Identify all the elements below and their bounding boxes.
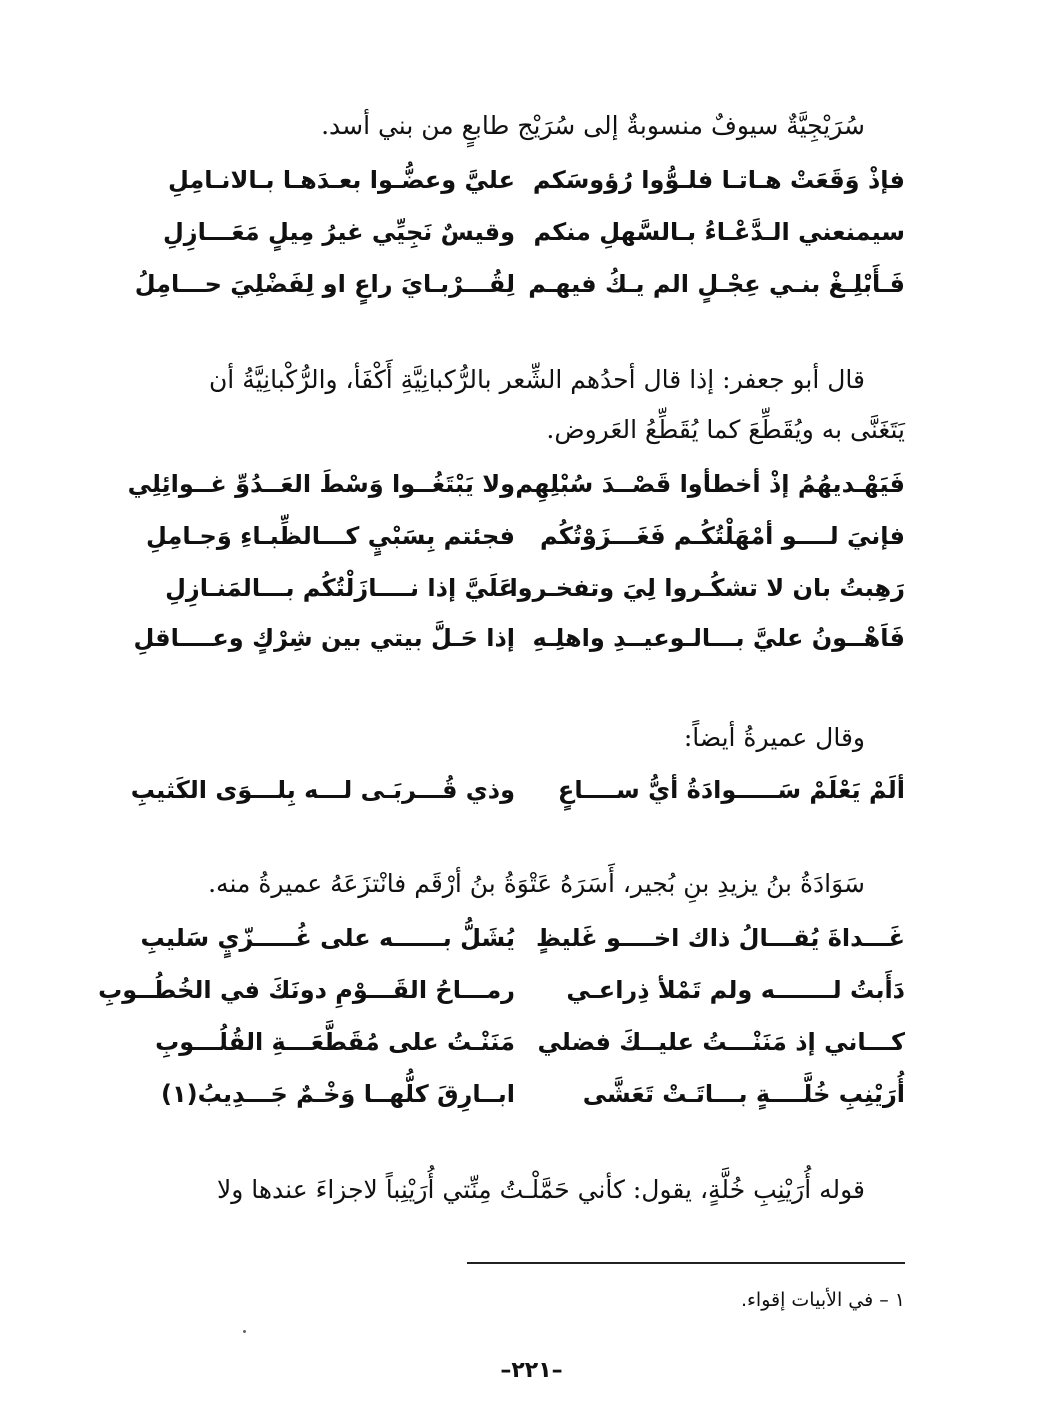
- verse-first-hemistich: أُرَيْنِبِ خُلَّــــةٍ بـــاتَـتْ تَعَشَّى: [582, 1080, 905, 1108]
- verse-line: [140, 916, 905, 960]
- verse-line: [155, 158, 905, 202]
- prose-line: وقال عميرةُ أيضاً:: [683, 723, 865, 752]
- verse-line: [155, 566, 905, 610]
- verse-line: [155, 1020, 905, 1064]
- verse-line: [134, 262, 905, 306]
- verse-second-hemistich: يُشَلُّ بــــــه على غُـــــزّيٍ سَليبِ: [140, 924, 515, 952]
- footnote: ١ – في الأبيات إقواء.: [740, 1289, 905, 1311]
- verse-first-hemistich: دَأَبتُ لـــــــه ولم تَمْلأ ذِراعـي: [566, 976, 905, 1004]
- verse-first-hemistich: فَـأَبْلِـغْ بنـي عِجْـلٍ الم يـكُ فيهـم: [528, 270, 905, 298]
- footnote-divider: [467, 1262, 905, 1264]
- verse-line: [155, 210, 905, 254]
- verse-second-hemistich: وقيسٌ نَجِيِّي غيرُ مِيلٍ مَعَـــازِلِ: [162, 218, 515, 246]
- verse-first-hemistich: كـــاني إذ مَنَنْـــتُ عليــكَ فضلي: [537, 1028, 905, 1056]
- verse-line: [127, 462, 905, 506]
- prose-line: سَوَادَةُ بنُ يزيدِ بنِ بُجير، أَسَرَهُ عَتْوَةُ بنُ أرْقَم فانْتزَعَهُ عميرةُ منه.: [208, 869, 865, 898]
- verse-line: [133, 616, 905, 660]
- verse-second-hemistich: ولا يَبْتَغُــوا وَسْطَ العَــدُوِّ غــوائِلِي: [127, 470, 515, 498]
- verse-second-hemistich: فجئتم بِسَبْيٍ كـــالظِّبـاءِ وَجـامِلِ: [146, 522, 515, 550]
- verse-first-hemistich: غَـــداةَ يُقـــالُ ذاك اخــــو غَليظٍ: [535, 924, 905, 952]
- verse-second-hemistich: لِقُـــرْبـايَ راعٍ او لِفَضْلِيَ حـــامِلُ: [134, 270, 515, 298]
- verse-line: [130, 768, 905, 812]
- prose-line: يَتَغَنَّى به ويُقَطِّعَ كما يُقَطِّعُ العَروض.: [546, 415, 905, 444]
- verse-second-hemistich: إذا حَـلَّ بيتي بين شِرْكٍ وعــــاقلِ: [133, 624, 515, 652]
- verse-first-hemistich: فإنيَ لــــو أمْهَلْتُكُـم فَغَـــزَوْتُكُم: [540, 522, 905, 550]
- verse-second-hemistich: رمـــاحُ القَـــوْمِ دونَكَ في الخُطُــوبِ: [98, 976, 515, 1004]
- verse-line: [155, 1072, 905, 1116]
- verse-line: [98, 968, 905, 1012]
- page-number: –٢٢١–: [500, 1358, 563, 1383]
- verse-line: [146, 514, 905, 558]
- verse-first-hemistich: سيمنعني الـدَّعْـاءُ بـالسَّهلِ منكم: [533, 218, 905, 246]
- verse-second-hemistich: ابــارِقَ كلُّهــا وَخْـمٌ جَـــدِيبُ(١): [160, 1080, 515, 1108]
- verse-second-hemistich: مَنَنْـتُ على مُقَطَّعَـــةِ القُلُـــوبِ: [155, 1028, 515, 1056]
- verse-first-hemistich: فَيَهْـديهُمُ إذْ أخطأوا قَصْــدَ سُبْلِهِم: [515, 470, 905, 498]
- prose-line: سُرَيْجِيَّةٌ سيوفٌ منسوبةٌ إلى سُرَيْج طابعٍ من بني أسد.: [321, 111, 865, 140]
- prose-line: قال أبو جعفر: إذا قال أحدُهم الشِّعر بالرُّكبانِيَّةِ أَكْفَأ، والرُّكْبانِيَّةُ أن: [208, 365, 865, 394]
- verse-first-hemistich: فإذْ وَقَعَتْ هـاتـا فلـوُّوا رُؤوسَكم: [532, 166, 905, 194]
- verse-first-hemistich: فَاَهْــونُ عليَّ بـــالـوعيــدِ واهلِـهِ: [532, 624, 905, 652]
- verse-second-hemistich: عَلَيَّ إذا نــــازَلْتُكُم بـــالمَنـازِلِ: [165, 574, 515, 602]
- prose-line: قوله أُرَيْنِبِ خُلَّةٍ، يقول: كأني حَمَّلْـتُ مِنِّتي أُرَيْنِباً لاجزاءَ عندها ولا: [216, 1175, 865, 1204]
- scan-speck: [243, 1330, 246, 1333]
- verse-first-hemistich: رَهِبتُ بان لا تشكُـروا لِيَ وتفخـروا: [509, 574, 905, 602]
- verse-first-hemistich: ألَمْ يَعْلَمْ سَـــــوادَةُ أيُّ ســــاعٍ: [557, 776, 905, 804]
- verse-second-hemistich: عليَّ وعضُّـوا بعـدَهـا بـالانـامِلِ: [167, 166, 515, 194]
- verse-second-hemistich: وذي قُـــربَـى لـــه بِلـــوَى الكَثيبِ: [130, 776, 515, 804]
